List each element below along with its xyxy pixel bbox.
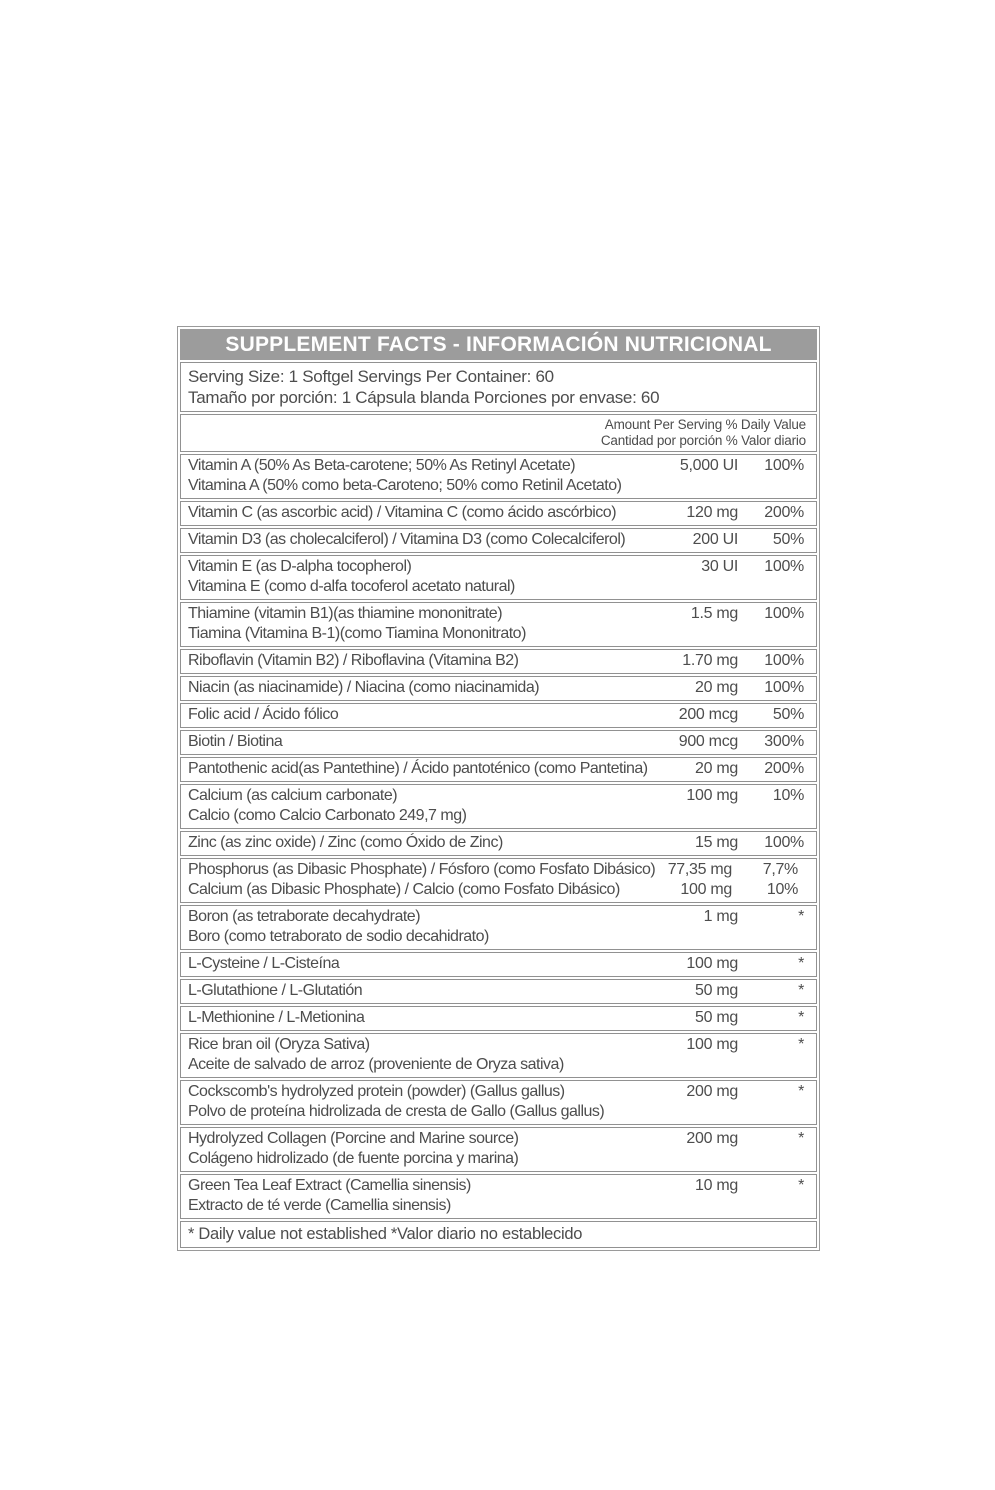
row-amount: 50 mg bbox=[695, 1009, 738, 1026]
row-percent: 7,7% bbox=[762, 861, 798, 878]
row-label-line: Cockscomb's hydrolyzed protein (powder) (Gallus gallus) bbox=[188, 1083, 565, 1100]
row-label-line: Calcio (como Calcio Carbonato 249,7 mg) bbox=[188, 807, 467, 824]
row-label-line: L-Cysteine / L-Cisteína bbox=[188, 955, 340, 972]
supplement-facts-label bbox=[177, 326, 820, 1251]
table-subrow bbox=[188, 860, 810, 880]
row-label-line: Vitamin A (50% As Beta-carotene; 50% As Retinyl Acetate) bbox=[188, 457, 576, 474]
row-label-line: Extracto de té verde (Camellia sinensis) bbox=[188, 1197, 451, 1214]
row-amount: 100 mg bbox=[686, 787, 738, 804]
row-label-line: Polvo de proteína hidrolizada de cresta de Gallo (Gallus gallus) bbox=[188, 1103, 605, 1120]
supplement-facts-title: SUPPLEMENT FACTS - INFORMACIÓN NUTRICIONAL bbox=[180, 329, 817, 360]
row-amount: 1.5 mg bbox=[690, 605, 738, 622]
row-percent: 100% bbox=[764, 679, 804, 696]
table-subrow bbox=[188, 880, 810, 900]
row-label-line: Boro (como tetraborato de sodio decahidrato) bbox=[188, 928, 489, 945]
row-percent: * bbox=[798, 1036, 804, 1053]
row-label-line: L-Methionine / L-Metionina bbox=[188, 1009, 365, 1026]
row-label-line: Zinc (as zinc oxide) / Zinc (como Óxido de Zinc) bbox=[188, 834, 503, 851]
table-row bbox=[180, 1080, 817, 1125]
table-row bbox=[180, 979, 817, 1004]
row-label-line: Riboflavin (Vitamin B2) / Riboflavina (Vitamina B2) bbox=[188, 652, 519, 669]
row-percent: * bbox=[798, 982, 804, 999]
row-percent: * bbox=[798, 908, 804, 925]
serving-size-line-es: Tamaño por porción: 1 Cápsula blanda Porciones por envase: 60 bbox=[188, 388, 660, 407]
table-row bbox=[180, 602, 817, 647]
row-percent: 100% bbox=[764, 834, 804, 851]
row-percent: * bbox=[798, 955, 804, 972]
table-row bbox=[180, 784, 817, 829]
row-label: Calcium (as Dibasic Phosphate) / Calcio (como Fosfato Dibásico) bbox=[188, 881, 620, 898]
row-percent: 50% bbox=[772, 531, 804, 548]
row-amount: 20 mg bbox=[695, 679, 738, 696]
row-amount: 1.70 mg bbox=[682, 652, 738, 669]
table-row bbox=[180, 676, 817, 701]
row-amount: 20 mg bbox=[695, 760, 738, 777]
row-amount: 30 UI bbox=[701, 558, 738, 575]
column-headers bbox=[180, 414, 817, 452]
table-row bbox=[180, 528, 817, 553]
row-label-line: Folic acid / Ácido fólico bbox=[188, 706, 339, 723]
row-label-line: Vitamin D3 (as cholecalciferol) / Vitamina D3 (como Colecalciferol) bbox=[188, 531, 626, 548]
column-header-es: Cantidad por porción % Valor diario bbox=[600, 433, 806, 448]
row-label-line: Green Tea Leaf Extract (Camellia sinensis) bbox=[188, 1177, 471, 1194]
table-row bbox=[180, 905, 817, 950]
row-amount: 200 UI bbox=[692, 531, 738, 548]
row-percent: * bbox=[798, 1177, 804, 1194]
row-percent: * bbox=[798, 1083, 804, 1100]
row-amount: 100 mg bbox=[686, 1036, 738, 1053]
row-percent: 10% bbox=[766, 881, 798, 898]
row-percent: 100% bbox=[764, 652, 804, 669]
row-amount: 100 mg bbox=[680, 881, 732, 898]
row-amount: 1 mg bbox=[703, 908, 738, 925]
table-row bbox=[180, 858, 817, 903]
row-label-line: Boron (as tetraborate decahydrate) bbox=[188, 908, 421, 925]
table-row bbox=[180, 703, 817, 728]
row-amount: 10 mg bbox=[695, 1177, 738, 1194]
table-row bbox=[180, 501, 817, 526]
row-amount: 200 mcg bbox=[678, 706, 738, 723]
table-row bbox=[180, 649, 817, 674]
row-label-line: L-Glutathione / L-Glutatión bbox=[188, 982, 363, 999]
column-header-en: Amount Per Serving % Daily Value bbox=[604, 417, 806, 432]
row-label-line: Rice bran oil (Oryza Sativa) bbox=[188, 1036, 370, 1053]
row-label-line: Pantothenic acid(as Pantethine) / Ácido pantoténico (como Pantetina) bbox=[188, 760, 648, 777]
table-row bbox=[180, 757, 817, 782]
row-label-line: Hydrolyzed Collagen (Porcine and Marine source) bbox=[188, 1130, 519, 1147]
table-row bbox=[180, 952, 817, 977]
daily-value-footnote: * Daily value not established *Valor diario no establecido bbox=[180, 1221, 817, 1248]
row-label-line: Niacin (as niacinamide) / Niacina (como niacinamida) bbox=[188, 679, 540, 696]
table-row bbox=[180, 1174, 817, 1219]
row-label-line: Vitamin C (as ascorbic acid) / Vitamina C (como ácido ascórbico) bbox=[188, 504, 617, 521]
row-percent: 10% bbox=[772, 787, 804, 804]
row-amount: 77,35 mg bbox=[667, 861, 732, 878]
row-amount: 100 mg bbox=[686, 955, 738, 972]
row-percent: 200% bbox=[764, 504, 804, 521]
table-row bbox=[180, 555, 817, 600]
row-label-line: Biotin / Biotina bbox=[188, 733, 283, 750]
row-label-line: Calcium (as calcium carbonate) bbox=[188, 787, 398, 804]
table-row bbox=[180, 454, 817, 499]
row-label-line: Colágeno hidrolizado (de fuente porcina y marina) bbox=[188, 1150, 519, 1167]
row-label: Phosphorus (as Dibasic Phosphate) / Fósforo (como Fosfato Dibásico) bbox=[188, 861, 656, 878]
row-amount: 900 mcg bbox=[678, 733, 738, 750]
row-label-line: Vitamin E (as D-alpha tocopherol) bbox=[188, 558, 412, 575]
row-percent: 100% bbox=[764, 605, 804, 622]
row-amount: 200 mg bbox=[686, 1083, 738, 1100]
row-amount: 5,000 UI bbox=[679, 457, 738, 474]
table-row bbox=[180, 1127, 817, 1172]
facts-table-body bbox=[180, 454, 817, 1219]
row-label-line: Tiamina (Vitamina B-1)(como Tiamina Mononitrato) bbox=[188, 625, 526, 642]
table-row bbox=[180, 1033, 817, 1078]
row-percent: 100% bbox=[764, 558, 804, 575]
row-percent: 50% bbox=[772, 706, 804, 723]
row-amount: 15 mg bbox=[695, 834, 738, 851]
table-row bbox=[180, 730, 817, 755]
row-percent: 300% bbox=[764, 733, 804, 750]
table-row bbox=[180, 1006, 817, 1031]
serving-size-line-en: Serving Size: 1 Softgel Servings Per Container: 60 bbox=[188, 367, 554, 386]
row-percent: 100% bbox=[764, 457, 804, 474]
row-percent: * bbox=[798, 1009, 804, 1026]
row-amount: 50 mg bbox=[695, 982, 738, 999]
row-amount: 120 mg bbox=[686, 504, 738, 521]
row-label-line: Thiamine (vitamin B1)(as thiamine mononitrate) bbox=[188, 605, 503, 622]
serving-size-section bbox=[180, 362, 817, 412]
row-amount: 200 mg bbox=[686, 1130, 738, 1147]
table-row bbox=[180, 831, 817, 856]
row-percent: 200% bbox=[764, 760, 804, 777]
row-percent: * bbox=[798, 1130, 804, 1147]
row-label-line: Vitamina A (50% como beta-Caroteno; 50% como Retinil Acetato) bbox=[188, 477, 622, 494]
row-label-line: Aceite de salvado de arroz (proveniente de Oryza sativa) bbox=[188, 1056, 564, 1073]
row-label-line: Vitamina E (como d-alfa tocoferol acetato natural) bbox=[188, 578, 515, 595]
